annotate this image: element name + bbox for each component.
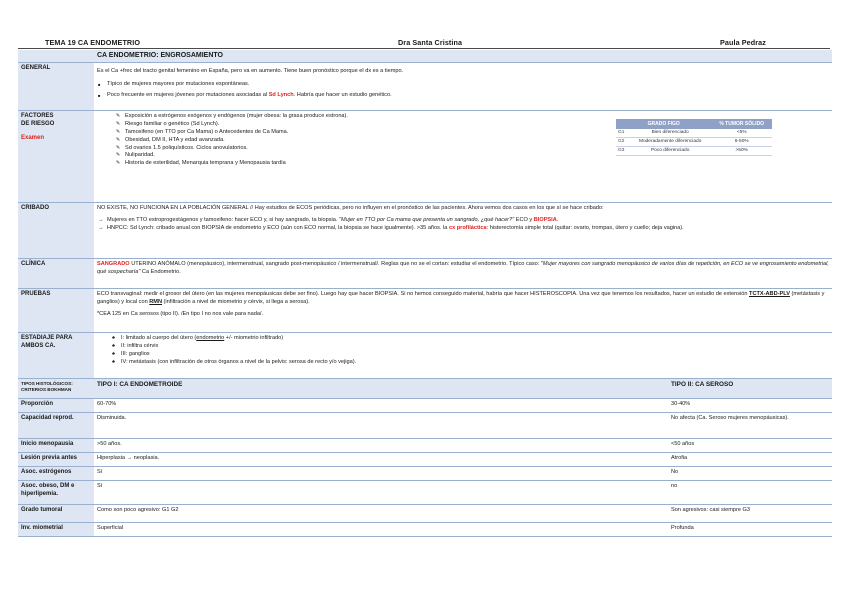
estadiaje-list	[97, 335, 829, 367]
tipos-row-b: No	[668, 466, 832, 480]
grado-pct: <5%	[711, 129, 772, 138]
estadio-iv: ♠ IV: metástasis (con infiltración de otros órganos a nivel de la pelvis: serosa de recto y/o vejiga).	[121, 359, 829, 367]
tumor-solido-header: % TUMOR SÓLIDO	[711, 119, 772, 129]
tipos-label: TIPOS HISTOLÓGICOS: CRITERIOS BOKHMAN	[18, 378, 94, 398]
cribado-item-1	[107, 217, 829, 225]
factor-item: ✎ Sd ovarios 1.5 poliquísticos. Ciclos anovulatorios.	[125, 145, 829, 153]
tipos-row-b: no	[668, 480, 832, 504]
tipos-row-b: Son agresivos: casi siempre G3	[668, 504, 832, 522]
row-clinica	[18, 258, 832, 288]
tipos-row-a: Superficial	[94, 522, 668, 536]
general-bullet-2	[107, 92, 829, 100]
general-label: GENERAL	[18, 62, 94, 110]
biopsia-highlight: BIOPSIA	[533, 216, 557, 223]
tipos-row-a: Como son poco agresivo: G1 G2	[94, 504, 668, 522]
tipos-row	[18, 398, 832, 412]
factores-label-1: FACTORES	[21, 112, 54, 119]
grado-g: G3	[616, 147, 629, 156]
tipos-row-key: Asoc. obeso, DM e hiperlipemia.	[18, 480, 94, 504]
pruebas-end: (infiltración a nivel de miometrio y cérvix, si llega a serosa).	[162, 298, 310, 305]
tipos-row-key: Asoc. estrógenos	[18, 466, 94, 480]
tipos-row	[18, 452, 832, 466]
cribado-list	[97, 217, 829, 233]
estadio-i-a: I: limitado al cuerpo del útero (	[121, 334, 197, 341]
tipos-row-b: 30-40%	[668, 398, 832, 412]
tipos-row	[18, 466, 832, 480]
tipos-row-key: Proporción	[18, 398, 94, 412]
tipo-ii-header: TIPO II: CA SEROSO	[668, 378, 832, 398]
pruebas-content	[94, 288, 832, 332]
factores-label	[18, 110, 94, 202]
cribado-a1-quote: "Mujer en TTO por Ca mama que presenta un sangrado, ¿qué hacer?"	[338, 216, 515, 223]
estadio-i	[121, 335, 829, 343]
general-line1: Es el Ca +frec del tracto genital femenino en España, pero va en aumento. Tiene buen pronóstico porque el dx es a tiempo.	[97, 67, 404, 74]
general-bullets	[97, 81, 829, 100]
cribado-a1b: ECO y	[514, 216, 534, 223]
estadiaje-label: ESTADIAJE PARA AMBOS CA.	[18, 332, 94, 378]
grado-pct: >50%	[711, 147, 772, 156]
clinica-quote: "Mujer mayores con sangrado menopáusico de varios días de repetición, en ECO se ve engrosamiento endometrial, qué sospecharía"	[97, 260, 829, 275]
estadio-ii: ♠ II: infiltra cérvix	[121, 343, 829, 351]
cribado-a1a: Mujeres en TTO estroprogestágenos y tamoxifeno: hacer ECO y, si hay sangrado, ta biopsia.	[107, 216, 339, 223]
row-estadiaje	[18, 332, 832, 378]
general-b2b: . Habría que hacer un estudio genético.	[293, 91, 392, 98]
tipos-row-key: Inicio menopausia	[18, 438, 94, 452]
tipos-row-b: No afecta (Ca. Seroso mujeres menopáusicas).	[668, 412, 832, 438]
grado-g: G1	[616, 129, 629, 138]
tipos-row-a: Disminuida.	[94, 412, 668, 438]
sd-lynch-highlight: Sd Lynch	[268, 91, 294, 98]
endometrio-underline: endometrio	[196, 334, 225, 341]
row-pruebas	[18, 288, 832, 332]
grado-row	[616, 147, 772, 156]
tipos-row-key: Capacidad reprod.	[18, 412, 94, 438]
tipos-row-a: Hiperplasia → neoplasia.	[94, 452, 668, 466]
clinica-text-a: UTERINO ANÓMALO (menopáusico), intermenstrual, sangrado post-menopáusico / intermenstrual/. Reglas que no se el cortan: estudiar el endometrio. Típico caso:	[129, 260, 541, 267]
tipos-row-key: Inv. miometrial	[18, 522, 94, 536]
grado-figo-table	[616, 119, 772, 156]
factor-item: ✎ Obesidad, DM II, HTA y edad avanzada.	[125, 137, 829, 145]
clinica-text-b: Ca Endometrio.	[140, 268, 181, 275]
header-right: Paula Pedraz	[720, 38, 766, 47]
section-empty-cell	[18, 50, 94, 62]
cribado-item-2	[107, 225, 829, 233]
cribado-line1: NO EXISTE, NO FUNCIONA EN LA POBLACIÓN GENERAL // Hay estudios de ECOS periódicas, pero no influyen en el pronóstico de las pacientes. Ahora vemos dos casos en los que sí se hace cribado:	[97, 204, 604, 211]
tipos-row	[18, 504, 832, 522]
header-rule	[18, 48, 830, 49]
pruebas-label: PRUEBAS	[18, 288, 94, 332]
cribado-a2b: : histerectomía simple total (quitar: ovario, trompas, útero y cuello; deja vagina).	[486, 224, 684, 231]
tipos-row	[18, 438, 832, 452]
general-content	[94, 62, 832, 110]
pruebas-mid: (metástasis y ganglios) y local con	[97, 290, 825, 305]
tipos-row	[18, 480, 832, 504]
factores-label-2: DE RIESGO	[21, 120, 55, 127]
sangrado-highlight: SANGRADO	[97, 260, 130, 267]
row-cribado	[18, 202, 832, 258]
tipos-row-a: 60-70%	[94, 398, 668, 412]
tipos-row-b: Atrofia	[668, 452, 832, 466]
tipos-row-b: Profunda	[668, 522, 832, 536]
factor-item: ✎ Nuliparidad.	[125, 152, 829, 160]
cribado-a2a: HNPCC: Sd Lynch: cribado anual con BIOPSIA de endometrio y ECO (aún con ECO normal, la biopsia se hace igualmente). >35 años. la	[107, 224, 449, 231]
clinica-content	[94, 258, 832, 288]
rmn-link: RMN	[149, 298, 162, 305]
cx-profilactica-highlight: cx profiláctica	[448, 224, 487, 231]
examen-label: Examen	[21, 134, 45, 141]
tipo-i-header: TIPO I: CA ENDOMETROIDE	[94, 378, 668, 398]
grado-row	[616, 129, 772, 138]
cribado-content	[94, 202, 832, 258]
general-b2a: Poco frecuente en mujeres jóvenes por mutaciones asociadas al	[107, 91, 269, 98]
tipos-row-a: Sí	[94, 480, 668, 504]
general-bullet-1: ■ Típico de mujeres mayores por mutaciones espontáneas.	[107, 81, 829, 89]
factor-item: ✎ Exposición a estrógenos exógenos y endógenos (mujer obesa: la grasa produce estrona).	[125, 113, 829, 121]
row-tipos-header	[18, 378, 832, 398]
grado-pct: 6-50%	[711, 138, 772, 147]
tipos-row-key: Grado tumoral	[18, 504, 94, 522]
tipos-row	[18, 412, 832, 438]
grado-desc: Moderadamente diferenciado	[629, 138, 712, 147]
row-general	[18, 62, 832, 110]
grado-desc: Bien diferenciado	[629, 129, 712, 138]
tipos-row-b: <50 años	[668, 438, 832, 452]
cribado-label: CRIBADO	[18, 202, 94, 258]
tipos-row-key: Lesión previa antes	[18, 452, 94, 466]
estadiaje-content	[94, 332, 832, 378]
section-title: CA ENDOMETRIO: ENGROSAMIENTO	[94, 50, 832, 62]
section-row	[18, 50, 832, 62]
factor-item: ✎ Riesgo familiar o genético (Sd Lynch).	[125, 121, 829, 129]
tipos-row-a: Sí	[94, 466, 668, 480]
grado-g: G2	[616, 138, 629, 147]
grado-row	[616, 138, 772, 147]
tipos-row-a: >50 años.	[94, 438, 668, 452]
grado-desc: Poco diferenciado	[629, 147, 712, 156]
header-center: Dra Santa Cristina	[398, 38, 463, 47]
estadio-i-b: +/- miometrio infiltrado)	[224, 334, 284, 341]
tipos-row	[18, 522, 832, 536]
pruebas-l1: ECO transvaginal: medir el grosor del útero (en las mujeres menopáusicas debe ser fino). Luego hay que hacer BIOPSIA. Si no hemos conseguido material, habría que hacer HISTEROSCOPIA. Una vez que tenemos los resultados, hacer un estudio de extensión	[97, 290, 750, 297]
cribado-a1c: .	[556, 216, 559, 223]
clinica-label: CLÍNICA	[18, 258, 94, 288]
header-left: TEMA 19 CA ENDOMETRIO	[45, 38, 141, 47]
tc-link: TCTX-ABD-PLV	[749, 290, 790, 297]
pruebas-line1	[97, 291, 829, 307]
factor-item: ✎ Historia de esterilidad, Menarquia temprana y Menopausia tardía	[125, 160, 829, 168]
grado-header: GRADO FIGO	[616, 119, 711, 129]
grado-header-row	[616, 119, 772, 129]
estadio-iii: ♠ III: ganglios	[121, 351, 829, 359]
pruebas-line2: *CEA 125 en Ca serosos (tipo II). /En tipo I no nos vale para nada/.	[97, 310, 264, 317]
factor-item: ✎ Tamoxifeno (en TTO por Ca Mama) o Antecedentes de Ca Mama.	[125, 129, 829, 137]
